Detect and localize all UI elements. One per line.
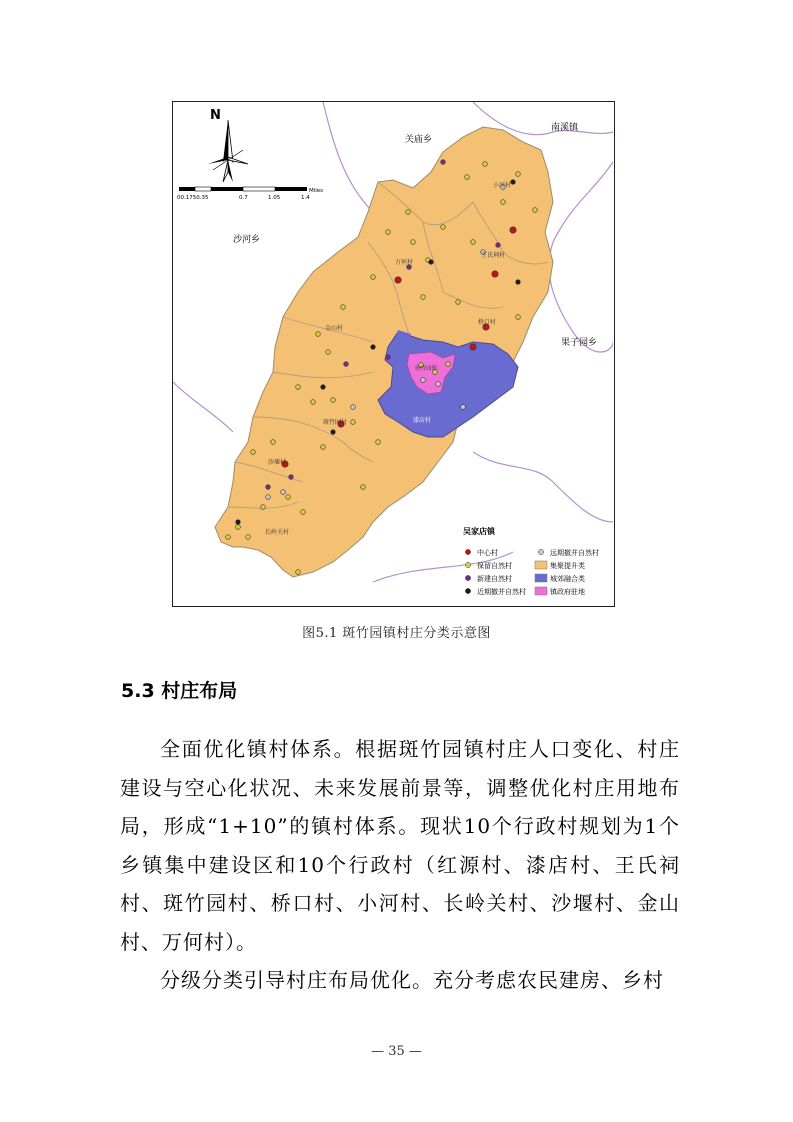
legend-label-center-village: 中心村 [477,549,498,557]
scale-tick-2: 1.05 [268,195,281,201]
legend-label-seat: 镇政府驻地 [550,588,585,596]
north-label: N [210,108,221,123]
village-label-banzhuyuan-village: 斑竹园村 [323,419,348,426]
village-label-changlingguan: 长岭关村 [265,529,290,536]
village-label-xiaohe: 小河村 [493,182,512,189]
legend-label-suburban: 城郊融合类 [550,575,585,583]
village-label-banzhuyuan: 斑竹园镇 [415,366,438,372]
legend-label-agglomeration: 集聚提升类 [550,562,585,570]
village-label-qidian: 漆店村 [413,417,432,424]
paragraph-1: 全面优化镇村体系。根据斑竹园镇村庄人口变化、村庄建设与空心化状况、未来发展前景等，调整优化村庄用地布局，形成“1+10”的镇村体系。现状10个行政村规划为1个乡镇集中建设区和10个行政村（红源村、漆店村、王氏祠村、斑竹园村、桥口村、小河村、长岭关村、沙堰村、金山村、万何村）。 [120,737,680,954]
body-text [120,730,680,1000]
neighbor-label-wujiadian: 吴家店镇 [463,527,495,536]
neighbor-label-nanxi: 南溪镇 [551,123,579,133]
scale-tick-3: 1.4 [301,195,310,201]
north-arrow-icon [208,120,248,182]
legend-label-retained-village: 保留自然村 [477,562,512,570]
village-label-wanhe: 万何村 [395,259,414,266]
page-number: — 35 — [371,1044,422,1059]
suburban-region [378,332,518,437]
scale-bar [177,187,323,201]
paragraph-2: 分级分类引导村庄布局优化。充分考虑农民建房、乡村 [160,968,664,992]
section-heading: 5.3 村庄布局 [121,680,238,702]
neighbor-label-shahe: 沙河乡 [233,235,261,245]
village-label-wangshici: 王氏祠村 [481,252,506,259]
neighbor-label-guoziyuan: 果子园乡 [561,338,598,348]
figure-caption: 图5.1 斑竹园镇村庄分类示意图 [302,626,491,641]
map-canvas [173,102,613,605]
village-label-jinshan: 金山村 [325,325,344,332]
village-classification-map [172,101,615,607]
legend-label-near-term-merge: 近期撤并自然村 [477,588,526,596]
village-label-shayan: 沙堰村 [268,459,287,466]
legend-label-long-term-merge: 远期撤并自然村 [550,549,599,557]
map-legend [465,548,599,596]
scale-tick-0: 00.1750.35 [177,195,209,201]
scale-tick-1: 0.7 [239,195,248,201]
legend-label-new-village: 新建自然村 [477,575,512,583]
scale-unit: Miles [309,188,324,194]
village-label-qiaokou: 桥口村 [478,319,497,326]
neighbor-label-guanmiao: 关庙乡 [405,135,433,145]
